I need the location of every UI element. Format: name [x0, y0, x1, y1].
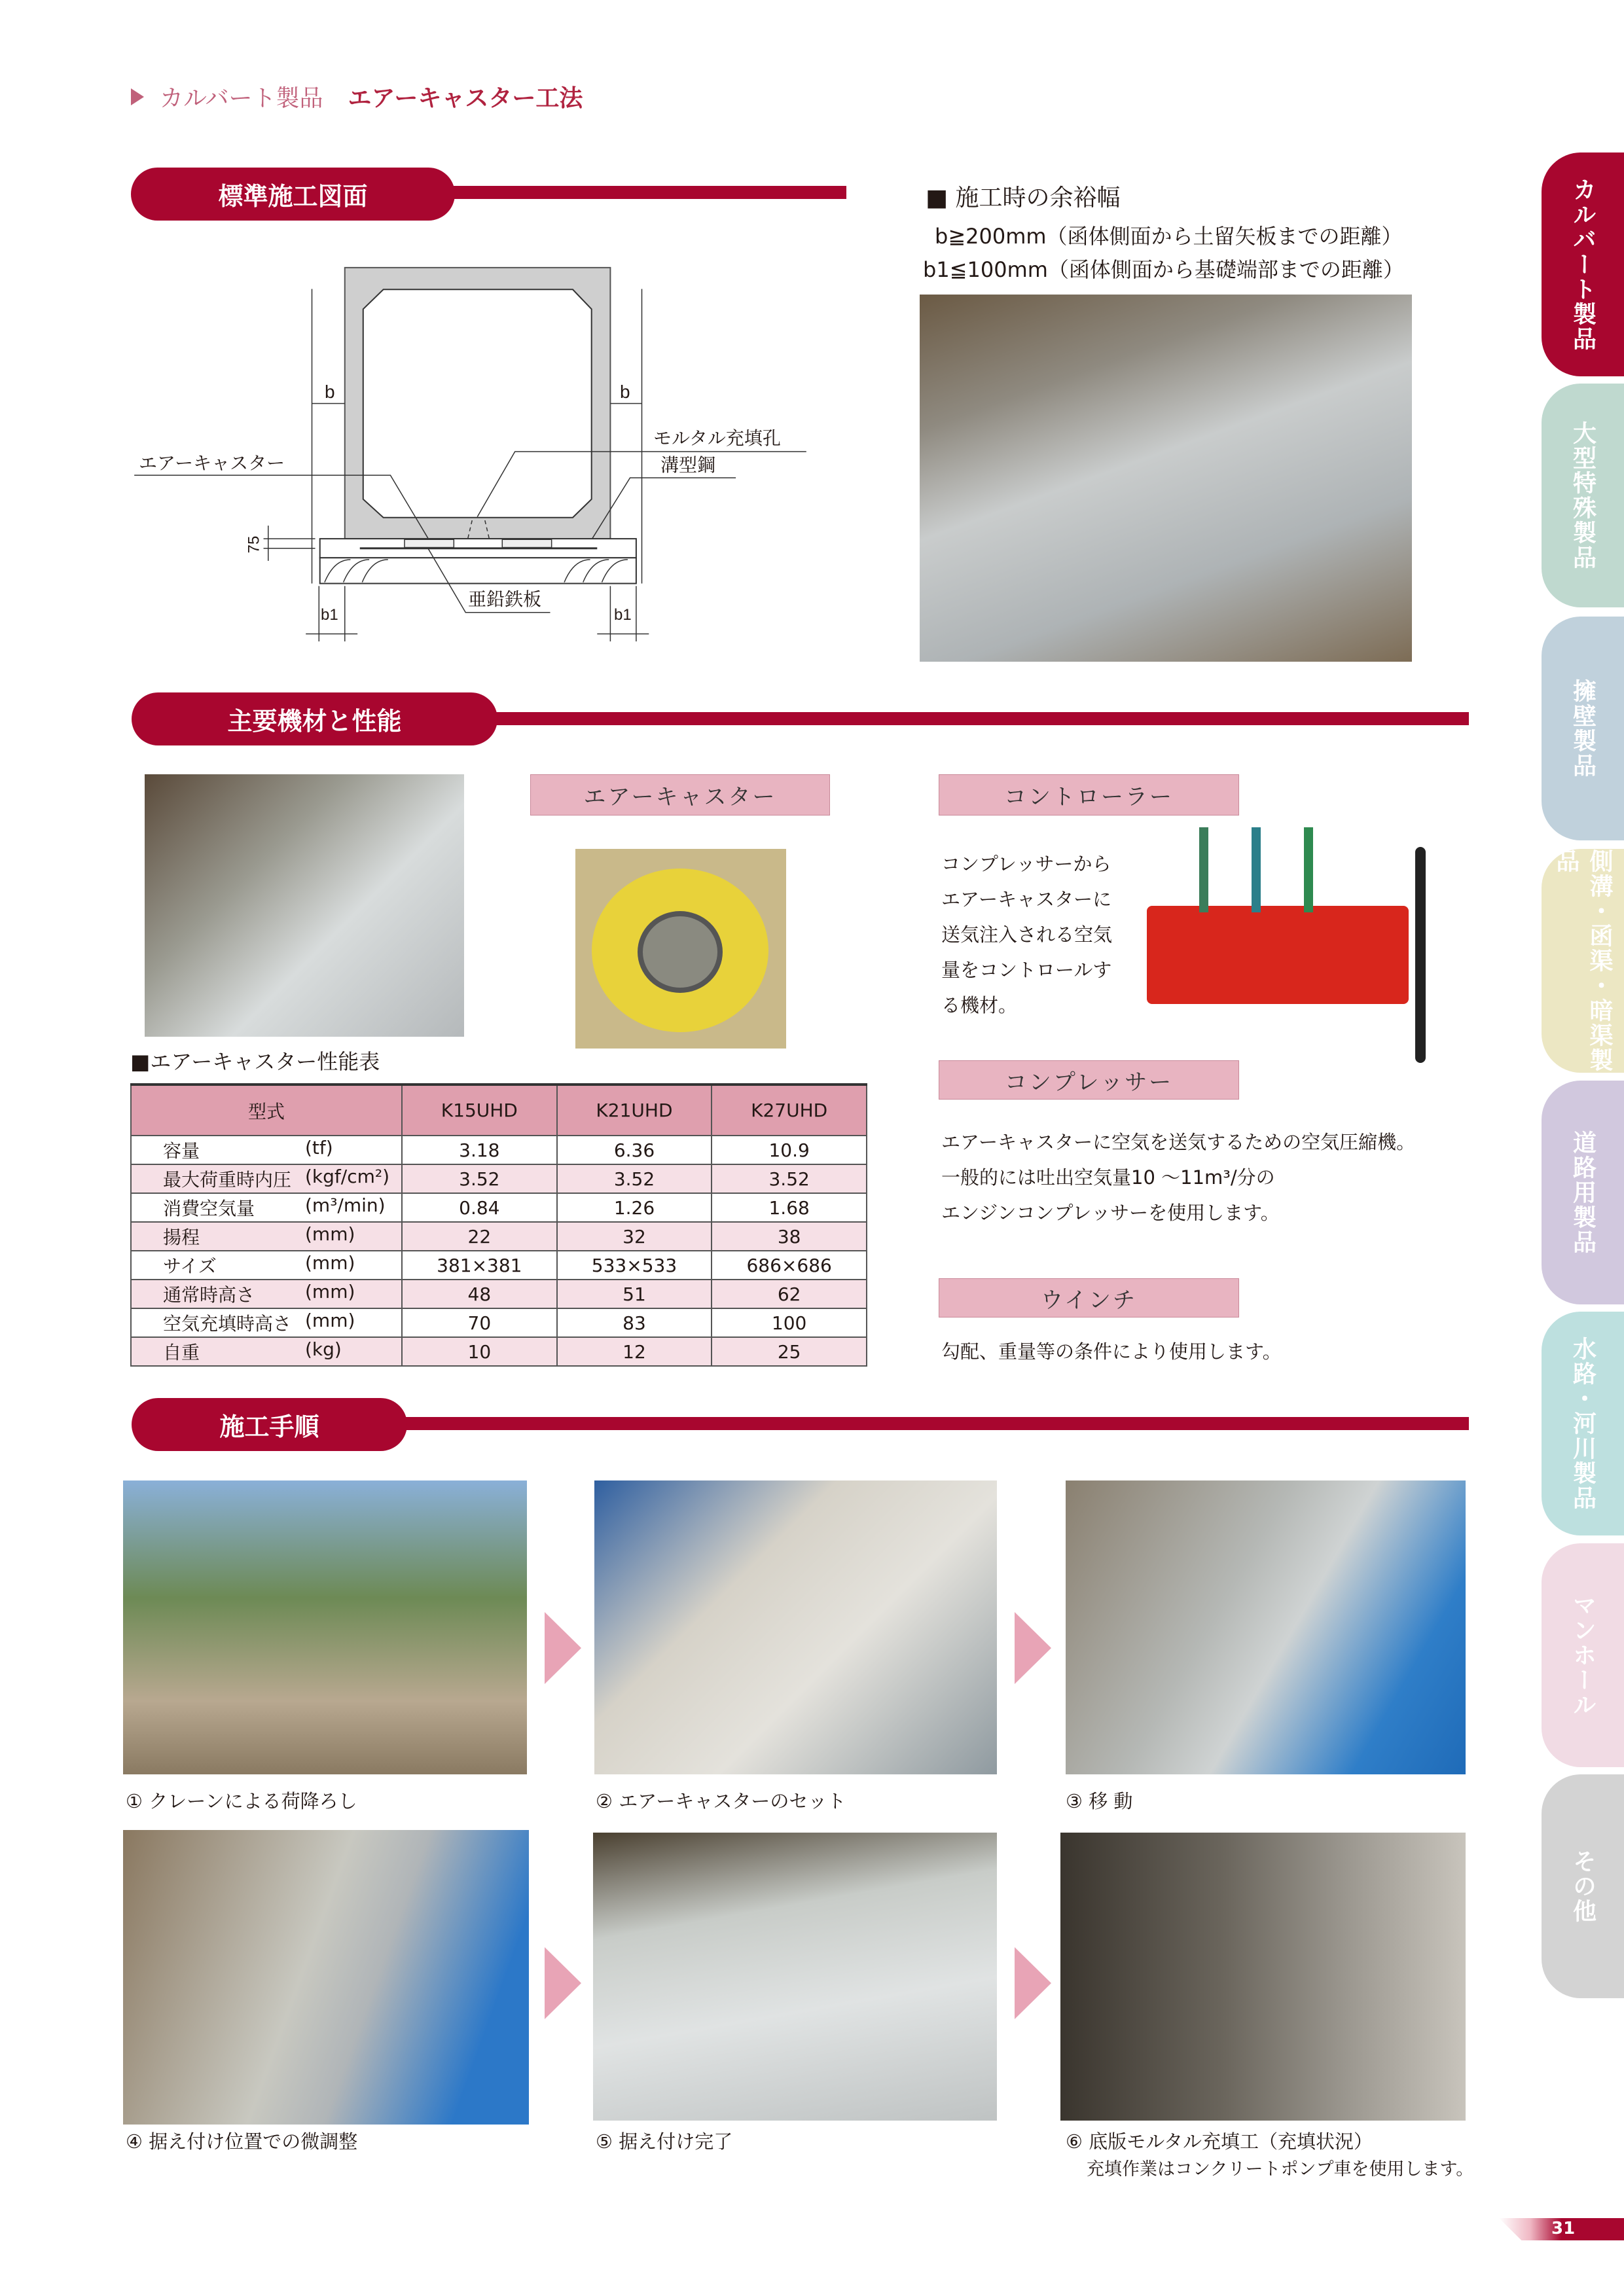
- compressor-description: [941, 1124, 1415, 1230]
- table-title: ■エアーキャスター性能表: [130, 1049, 380, 1074]
- table-cell: 83: [557, 1308, 712, 1337]
- section-title-equipment: 主要機材と性能: [132, 692, 497, 745]
- desc-line: エアーキャスターに: [941, 888, 1112, 910]
- winch-label: ウインチ: [939, 1278, 1239, 1318]
- table-cell: 1.26: [557, 1193, 712, 1222]
- arrow-right-icon: [545, 1947, 581, 2019]
- side-tab[interactable]: その他: [1542, 1774, 1624, 1998]
- row-name: 空気充填時高さ: [163, 1313, 292, 1335]
- col-header: K15UHD: [402, 1085, 557, 1136]
- compressor-label: コンプレッサー: [939, 1060, 1239, 1100]
- controller-label: コントローラー: [939, 774, 1239, 816]
- table-header-row: [131, 1085, 867, 1136]
- row-unit: (mm): [305, 1252, 355, 1274]
- row-unit: (mm): [305, 1281, 355, 1302]
- desc-line: る機材。: [941, 994, 1018, 1016]
- table-cell: 70: [402, 1308, 557, 1337]
- table-cell: 38: [712, 1222, 867, 1251]
- row-label: [131, 1193, 402, 1222]
- col-header: 型式: [131, 1085, 402, 1136]
- step-photo-2: [594, 1480, 997, 1774]
- table-cell: 100: [712, 1308, 867, 1337]
- page-number: 31: [1551, 2219, 1576, 2238]
- desc-line: 送気注入される空気: [941, 924, 1113, 946]
- label-zinc-plate: 亜鉛鉄板: [468, 589, 542, 609]
- controller-image: [1127, 827, 1453, 1076]
- row-unit: (kgf/cm²): [305, 1166, 390, 1187]
- table-cell: 381×381: [402, 1251, 557, 1280]
- row-label: [131, 1280, 402, 1308]
- dim-b-right: b: [620, 382, 630, 402]
- table-cell: 62: [712, 1280, 867, 1308]
- table-cell: 3.52: [557, 1164, 712, 1193]
- air-caster-label: エアーキャスター: [530, 774, 830, 816]
- step-6-note: 充填作業はコンクリートポンプ車を使用します。: [1087, 2159, 1474, 2179]
- side-tab[interactable]: 側溝・函渠・暗渠製品: [1542, 849, 1624, 1073]
- table-row: [131, 1337, 867, 1366]
- table-cell: 3.52: [402, 1164, 557, 1193]
- row-label: [131, 1251, 402, 1280]
- row-name: サイズ: [163, 1255, 217, 1277]
- row-unit: (kg): [305, 1338, 342, 1360]
- side-tab[interactable]: 水路・河川製品: [1542, 1312, 1624, 1535]
- step-caption-6: ⑥ 底版モルタル充填工（充填状況）: [1066, 2130, 1373, 2153]
- table-row: [131, 1222, 867, 1251]
- breadcrumb-parent[interactable]: カルバート製品: [160, 85, 323, 112]
- row-unit: (mm): [305, 1223, 355, 1245]
- step-caption-2: ② エアーキャスターのセット: [596, 1790, 846, 1812]
- step-caption-1: ① クレーンによる荷降ろし: [126, 1790, 357, 1812]
- side-tab[interactable]: 大型特殊製品: [1542, 384, 1624, 607]
- table-row: [131, 1193, 867, 1222]
- dim-b1-right: b1: [614, 606, 632, 624]
- row-unit: (tf): [305, 1137, 333, 1158]
- row-name: 消費空気量: [163, 1198, 255, 1219]
- dim-75: 75: [245, 535, 263, 554]
- side-tab[interactable]: 擁壁製品: [1542, 617, 1624, 840]
- table-row: [131, 1136, 867, 1164]
- table-row: [131, 1164, 867, 1193]
- table-cell: 1.68: [712, 1193, 867, 1222]
- table-row: [131, 1308, 867, 1337]
- triangle-right-icon: [131, 88, 144, 105]
- table-cell: 10: [402, 1337, 557, 1366]
- table-cell: 25: [712, 1337, 867, 1366]
- desc-line: 一般的には吐出空気量10 ～11m³/分の: [941, 1166, 1275, 1189]
- breadcrumb: [131, 80, 583, 113]
- step-photo-1: [123, 1480, 527, 1774]
- desc-line: エアーキャスターに空気を送気するための空気圧縮機。: [941, 1131, 1416, 1153]
- table-row: [131, 1251, 867, 1280]
- dim-b1-left: b1: [321, 606, 338, 624]
- section-divider: [367, 1417, 1469, 1430]
- desc-line: 量をコントロールす: [941, 959, 1112, 981]
- step-caption-5: ⑤ 据え付け完了: [596, 2130, 733, 2153]
- label-air-caster: エアーキャスター: [139, 453, 285, 473]
- label-mortar-hole: モルタル充填孔: [653, 428, 781, 448]
- table-cell: 6.36: [557, 1136, 712, 1164]
- row-label: [131, 1164, 402, 1193]
- dim-b-left: b: [325, 382, 335, 402]
- desc-line: コンプレッサーから: [941, 853, 1111, 875]
- section-title-procedure: 施工手順: [132, 1398, 407, 1451]
- step-photo-5: [593, 1833, 997, 2121]
- table-cell: 0.84: [402, 1193, 557, 1222]
- step-caption-3: ③ 移 動: [1066, 1790, 1133, 1812]
- step-photo-6: [1060, 1833, 1466, 2121]
- desc-line: エンジンコンプレッサーを使用します。: [941, 1202, 1280, 1224]
- row-name: 自重: [163, 1342, 200, 1363]
- row-name: 最大荷重時内圧: [163, 1169, 292, 1191]
- controller-description: [941, 846, 1112, 1023]
- arrow-right-icon: [1015, 1947, 1051, 2019]
- row-name: 揚程: [163, 1227, 200, 1248]
- section-divider: [393, 186, 846, 199]
- margin-heading: ■ 施工時の余裕幅: [926, 185, 1121, 211]
- margin-line-1: b≧200mm（函体側面から土留矢板までの距離）: [935, 224, 1403, 249]
- equipment-photo: [145, 774, 464, 1037]
- side-tab[interactable]: カルバート製品: [1542, 152, 1624, 376]
- margin-line-2: b1≦100mm（函体側面から基礎端部までの距離）: [923, 257, 1404, 282]
- arrow-right-icon: [545, 1612, 581, 1684]
- step-photo-3: [1066, 1480, 1466, 1774]
- section-divider: [458, 712, 1469, 725]
- site-photo-margin: [920, 295, 1412, 662]
- side-tab[interactable]: マンホール: [1542, 1543, 1624, 1767]
- col-header: K21UHD: [557, 1085, 712, 1136]
- table-cell: 51: [557, 1280, 712, 1308]
- table-row: [131, 1280, 867, 1308]
- air-caster-image: [575, 849, 786, 1049]
- col-header: K27UHD: [712, 1085, 867, 1136]
- step-caption-4: ④ 据え付け位置での微調整: [126, 2130, 358, 2153]
- row-unit: (m³/min): [305, 1194, 386, 1216]
- row-label: [131, 1337, 402, 1366]
- table-cell: 3.18: [402, 1136, 557, 1164]
- label-channel-steel: 溝型鋼: [660, 455, 716, 475]
- row-name: 通常時高さ: [163, 1284, 255, 1306]
- performance-table: [130, 1083, 867, 1367]
- arrow-right-icon: [1015, 1612, 1051, 1684]
- table-cell: 22: [402, 1222, 557, 1251]
- winch-description: 勾配、重量等の条件により使用します。: [941, 1340, 1282, 1363]
- row-label: [131, 1308, 402, 1337]
- side-tab[interactable]: 道路用製品: [1542, 1081, 1624, 1304]
- table-cell: 12: [557, 1337, 712, 1366]
- table-cell: 3.52: [712, 1164, 867, 1193]
- section-title-standard-drawing: 標準施工図面: [131, 168, 455, 221]
- table-cell: 533×533: [557, 1251, 712, 1280]
- row-name: 容量: [163, 1140, 200, 1162]
- table-cell: 10.9: [712, 1136, 867, 1164]
- table-cell: 686×686: [712, 1251, 867, 1280]
- table-cell: 48: [402, 1280, 557, 1308]
- breadcrumb-current: エアーキャスター工法: [348, 85, 583, 112]
- step-photo-4: [123, 1830, 529, 2125]
- table-cell: 32: [557, 1222, 712, 1251]
- row-label: [131, 1136, 402, 1164]
- row-unit: (mm): [305, 1310, 355, 1331]
- row-label: [131, 1222, 402, 1251]
